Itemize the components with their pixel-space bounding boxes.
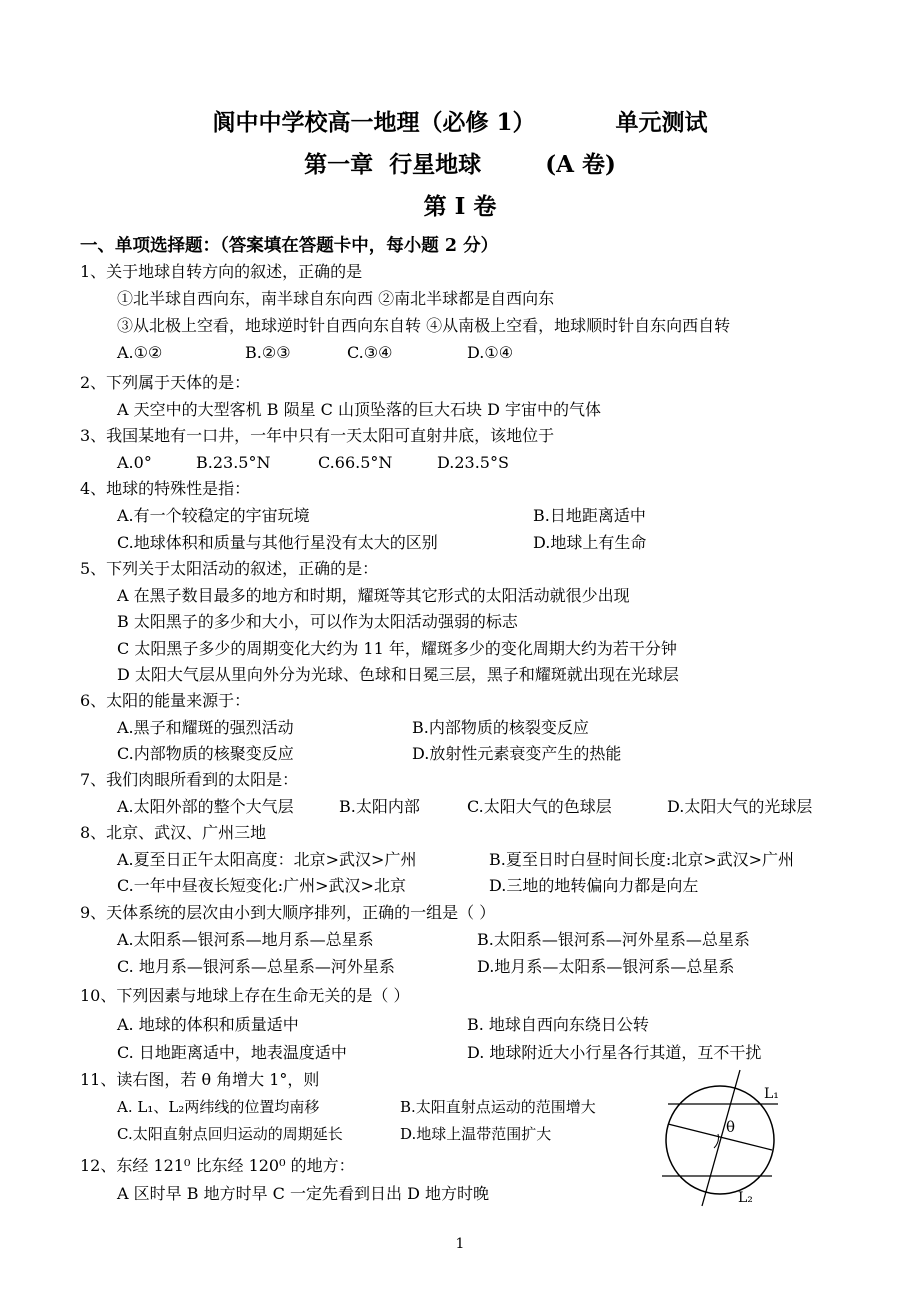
question-6-option-b: B.内部物质的核裂变反应: [412, 718, 589, 737]
question-10-option-c: C. 日地距离适中，地表温度适中: [117, 1043, 347, 1062]
question-6-option-c: C.内部物质的核聚变反应: [117, 744, 294, 763]
question-11-option-b: B.太阳直射点运动的范围增大: [400, 1098, 596, 1116]
question-3-stem: 3、我国某地有一口井，一年中只有一天太阳可直射井底，该地位于: [80, 426, 555, 445]
question-9-option-d: D.地月系—太阳系—银河系—总星系: [477, 957, 735, 976]
question-8-option-a: A.夏至日正午太阳高度：北京>武汉>广州: [117, 850, 417, 869]
question-1-statement-1: ①北半球自西向东，南半球自东向西 ②南北半球都是自西向东: [117, 289, 555, 308]
question-5-option-c: C 太阳黑子多少的周期变化大约为 11 年，耀斑多少的变化周期大约为若干分钟: [117, 639, 677, 658]
theta-label: θ: [726, 1118, 736, 1136]
question-3-option-b: B.23.5°N: [196, 453, 271, 472]
question-10-option-a: A. 地球的体积和质量适中: [117, 1015, 299, 1034]
question-2-stem: 2、下列属于天体的是：: [80, 373, 251, 392]
question-7-option-a: A.太阳外部的整个大气层: [117, 797, 294, 816]
earth-tilt-figure: [660, 1068, 800, 1208]
question-11-option-c: C.太阳直射点回归运动的周期延长: [117, 1125, 343, 1143]
question-7-option-d: D.太阳大气的光球层: [667, 797, 813, 816]
question-5-option-d: D 太阳大气层从里向外分为光球、色球和日冕三层，黑子和耀斑就出现在光球层: [117, 665, 679, 684]
question-7-stem: 7、我们肉眼所看到的太阳是：: [80, 770, 299, 789]
chapter-title: 第一章 行星地球 (A 卷): [304, 151, 616, 178]
question-5-option-b: B 太阳黑子的多少和大小，可以作为太阳活动强弱的标志: [117, 612, 518, 631]
question-8-stem: 8、北京、武汉、广州三地: [80, 823, 267, 842]
question-9-option-c: C. 地月系—银河系—总星系—河外星系: [117, 957, 395, 976]
question-5-stem: 5、下列关于太阳活动的叙述，正确的是：: [80, 559, 379, 578]
question-10-option-d: D. 地球附近大小行星各行其道，互不干扰: [467, 1043, 762, 1062]
question-4-option-a: A.有一个较稳定的宇宙玩境: [117, 506, 310, 525]
question-5-option-a: A 在黑子数目最多的地方和时期，耀斑等其它形式的太阳活动就很少出现: [117, 586, 630, 605]
question-7-option-c: C.太阳大气的色球层: [467, 797, 612, 816]
question-11-option-d: D.地球上温带范围扩大: [400, 1125, 552, 1143]
question-9-stem: 9、天体系统的层次由小到大顺序排列，正确的一组是（ ）: [80, 903, 496, 922]
part-title: 第 I 卷: [423, 193, 497, 220]
question-10-option-b: B. 地球自西向东绕日公转: [467, 1015, 649, 1034]
question-11-stem: 11、读右图，若 θ 角增大 1°，则: [80, 1070, 320, 1089]
question-6-stem: 6、太阳的能量来源于：: [80, 691, 251, 710]
earth-axis: [702, 1070, 740, 1206]
question-12-stem: 12、东经 121⁰ 比东经 120⁰ 的地方：: [80, 1156, 355, 1175]
question-9-option-a: A.太阳系—银河系—地月系—总星系: [117, 930, 374, 949]
page-title: 阆中中学校高一地理（必修 1） 单元测试: [212, 109, 708, 136]
question-1-stem: 1、关于地球自转方向的叙述，正确的是: [80, 262, 363, 281]
question-8-option-d: D.三地的地转偏向力都是向左: [489, 876, 699, 895]
question-10-stem: 10、下列因素与地球上存在生命无关的是（ ）: [80, 986, 410, 1005]
question-3-option-c: C.66.5°N: [318, 453, 393, 472]
question-7-option-b: B.太阳内部: [339, 797, 420, 816]
question-4-option-d: D.地球上有生命: [533, 533, 647, 552]
tilted-line: [668, 1124, 772, 1150]
question-3-option-a: A.0°: [117, 453, 152, 472]
question-8-option-c: C.一年中昼夜长短变化:广州>武汉>北京: [117, 876, 406, 895]
question-6-option-d: D.放射性元素衰变产生的热能: [412, 744, 622, 763]
question-4-option-b: B.日地距离适中: [533, 506, 646, 525]
question-12-options: A 区时早 B 地方时早 C 一定先看到日出 D 地方时晚: [117, 1184, 489, 1203]
l2-label: L₂: [738, 1190, 753, 1206]
question-3-option-d: D.23.5°S: [437, 453, 509, 472]
question-1-option-d: D.①④: [467, 343, 514, 362]
question-1-option-a: A.①②: [117, 343, 163, 362]
question-9-option-b: B.太阳系—银河系—河外星系—总星系: [477, 930, 750, 949]
l1-label: L₁: [764, 1086, 779, 1102]
question-1-statement-2: ③从北极上空看，地球逆时针自西向东自转 ④从南极上空看，地球顺时针自东向西自转: [117, 316, 731, 335]
question-4-option-c: C.地球体积和质量与其他行星没有太大的区别: [117, 533, 438, 552]
question-4-stem: 4、地球的特殊性是指：: [80, 479, 251, 498]
question-6-option-a: A.黑子和耀斑的强烈活动: [117, 718, 294, 737]
question-1-option-b: B.②③: [245, 343, 291, 362]
question-1-option-c: C.③④: [347, 343, 393, 362]
question-2-options: A 天空中的大型客机 B 陨星 C 山顶坠落的巨大石块 D 宇宙中的气体: [117, 400, 601, 419]
page-number: 1: [455, 1236, 465, 1252]
question-8-option-b: B.夏至日时白昼时间长度:北京>武汉>广州: [489, 850, 795, 869]
question-11-option-a: A. L₁、L₂两纬线的位置均南移: [117, 1098, 320, 1116]
section-heading: 一、单项选择题：（答案填在答题卡中，每小题 2 分）: [80, 236, 499, 256]
